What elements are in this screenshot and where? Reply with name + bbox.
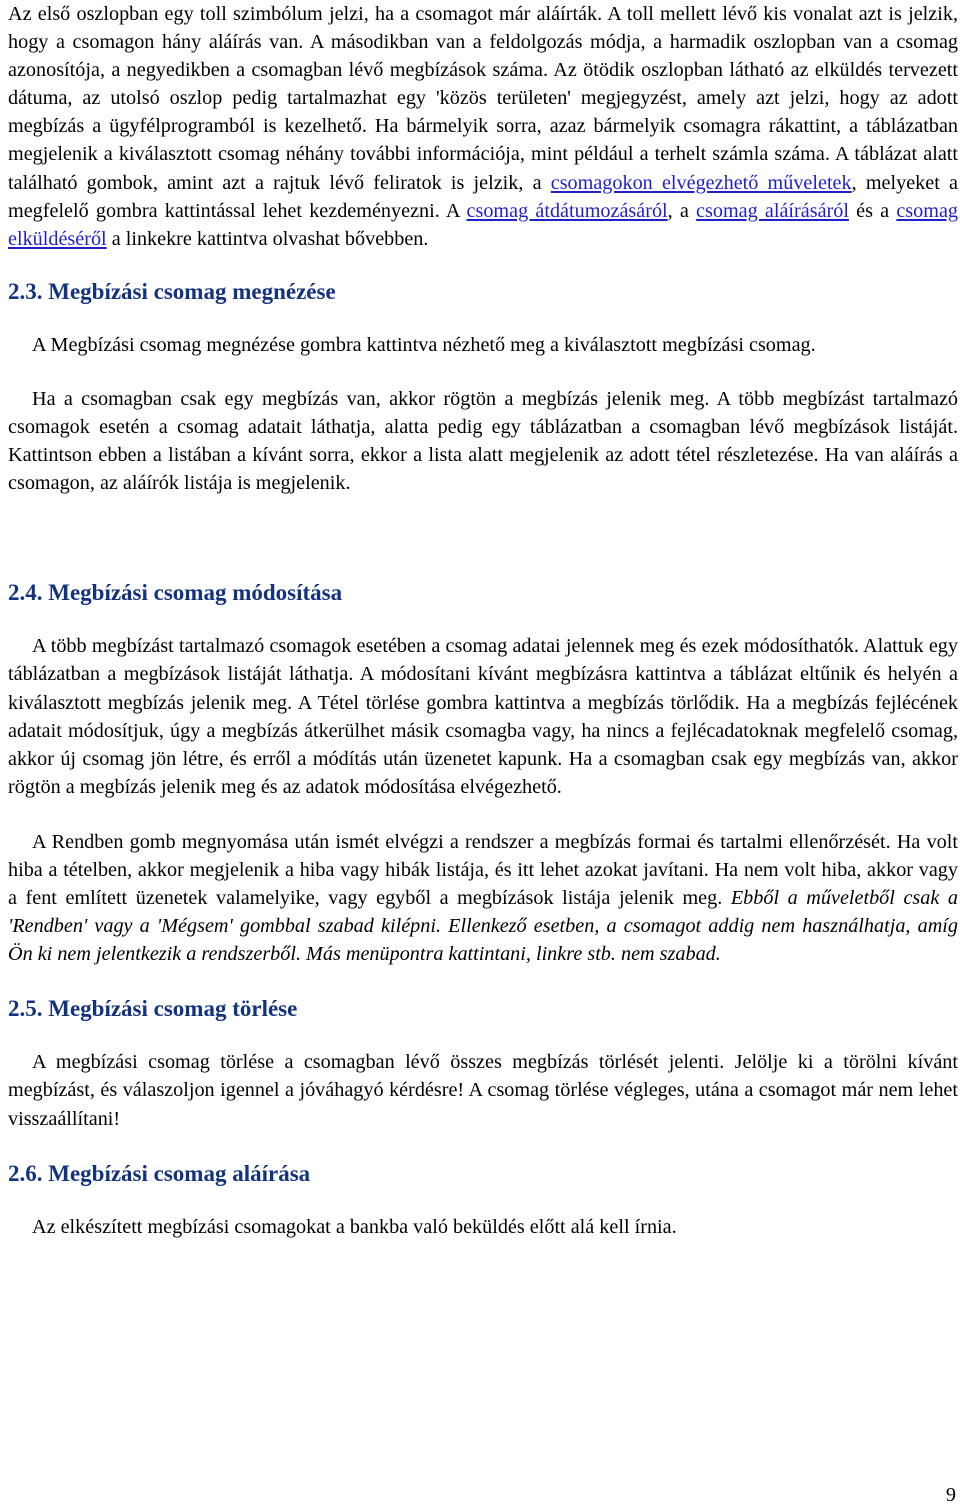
section-heading-2-6: 2.6. Megbízási csomag aláírása	[8, 1160, 311, 1186]
link-csomag-elkuldes[interactable]: csomag elküldéséről	[8, 199, 958, 250]
section-heading-2-5: 2.5. Megbízási csomag törlése	[8, 996, 298, 1022]
page-number: 9	[945, 1484, 956, 1506]
link-csomag-alairas[interactable]: csomag aláírásáról	[696, 199, 849, 222]
intro-text-4: és a	[848, 199, 897, 222]
section-2-6-paragraph-1: Az elkészített megbízási csomagokat a bankba való beküldés előtt alá kell írnia.	[32, 1215, 677, 1238]
section-2-4-warning: Ebből a műveletből csak a 'Rendben' vagy a 'Mégsem' gombbal szabad kilépni. Ellenkező esetben, a csomagot addig nem használhatja, amíg Ön ki nem jelentkezik a rendszerből. Más menüpontra kattintani, linkre stb. nem szabad.	[8, 887, 958, 966]
intro-text-3: , a	[667, 199, 697, 222]
section-2-4-paragraph-1: A több megbízást tartalmazó csomagok esetében a csomag adatai jelennek meg és ezek módosíthatók. Alattuk egy táblázatban a megbízások listáját láthatja. A módosítani kívánt megbízásra kattintva a táblázat eltűnik és helyén a kiválasztott megbízás jelenik meg. A Tétel törlése gombra kattintva a megbízás törlődik. Ha a megbízás fejlécének adatait módosítjuk, úgy a megbízás átkerülhet másik csomagba vagy, ha nincs a fejlécadatoknak megfelelő csomag, akkor új csomag jön létre, és erről a módítás után üzenetet kapunk. Ha a csomagban csak egy megbízás van, akkor rögtön a megbízás jelenik meg és az adatok módosítása elvégezhető.	[8, 635, 958, 798]
section-heading-2-3: 2.3. Megbízási csomag megnézése	[8, 278, 336, 304]
intro-text-2: , melyeket a megfelelő gombra kattintással lehet kezdeményezni. A	[8, 171, 958, 222]
intro-paragraph	[8, 0, 958, 253]
link-csomag-muveletek[interactable]: csomagokon elvégezhető műveletek	[550, 171, 852, 194]
link-csomag-atdatumozas[interactable]: csomag átdátumozásáról	[466, 199, 668, 222]
section-heading-2-4: 2.4. Megbízási csomag módosítása	[8, 580, 343, 606]
intro-text-5: a linkekre kattintva olvashat bővebben.	[106, 227, 429, 250]
document-page	[8, 0, 958, 1241]
intro-text-1: Az első oszlopban egy toll szimbólum jelzi, ha a csomagot már aláírták. A toll mellett lévő kis vonalat azt is jelzik, hogy a csomagon hány aláírás van. A másodikban van a feldolgozás módja, a harmadik oszlopban van a csomag azonosítója, a negyedikben a csomagban lévő megbízások száma. Az ötödik oszlopban látható az elküldés tervezett dátuma, az utolsó oszlop pedig tartalmazhat egy 'közös területen' megjegyzést, amely azt jelzi, hogy az adott megbízás a ügyfélprogramból is kezelhető. Ha bármelyik sorra, azaz bármelyik csomagra rákattint, a táblázatban megjelenik a kiválasztott csomag néhány további információja, mint például a terhelt számla száma. A táblázat alatt található gombok, amint azt a rajtuk lévő feliratok is jelzik, a	[8, 3, 958, 194]
section-2-3-paragraph-1: A Megbízási csomag megnézése gombra kattintva nézhető meg a kiválasztott megbízási csomag.	[32, 333, 816, 356]
section-2-5-paragraph-1: A megbízási csomag törlése a csomagban lévő összes megbízás törlését jelenti. Jelölje ki a törölni kívánt megbízást, és válaszoljon igennel a jóváhagyó kérdésre! A csomag törlése végleges, utána a csomagot már nem lehet visszaállítani!	[8, 1051, 958, 1130]
section-2-4-paragraph-2	[8, 828, 958, 968]
section-2-4-text: A Rendben gomb megnyomása után ismét elvégzi a rendszer a megbízás formai és tartalmi ellenőrzését. Ha volt hiba a tételben, akkor megjelenik a hiba vagy hibák listája, és itt lehet azokat javítani. Ha nem volt hiba, akkor vagy a fent említett üzenetek valamelyike, vagy egyből a megbízások listája jelenik meg.	[8, 830, 958, 910]
section-2-3-paragraph-2: Ha a csomagban csak egy megbízás van, akkor rögtön a megbízás jelenik meg. A több megbízást tartalmazó csomagok esetén a csomag adatait láthatja, alatta pedig egy táblázatban a csomagban lévő megbízások listáját. Kattintson ebben a listában a kívánt sorra, ekkor a lista alatt megjelenik az adott tétel részletezése. Ha van aláírás a csomagon, az aláírók listája is megjelenik.	[8, 387, 958, 495]
